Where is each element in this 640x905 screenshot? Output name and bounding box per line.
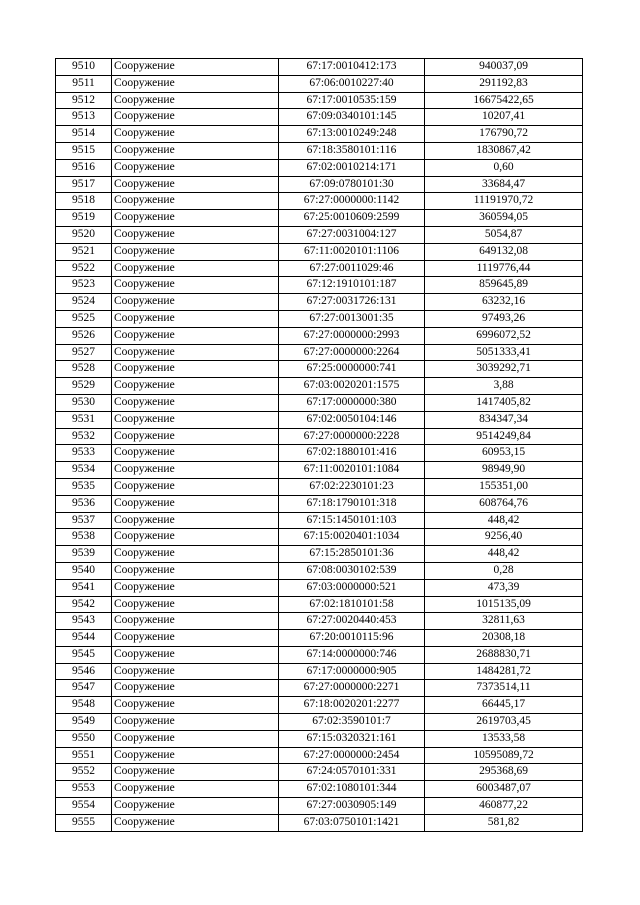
value-cell: 581,82: [425, 814, 583, 831]
object-type-cell: Сооружение: [112, 176, 279, 193]
value-cell: 3,88: [425, 378, 583, 395]
registry-table: [55, 58, 583, 832]
object-type-cell: Сооружение: [112, 613, 279, 630]
table-row: [56, 193, 583, 210]
row-number-cell: 9512: [56, 92, 112, 109]
value-cell: 3039292,71: [425, 361, 583, 378]
object-type-cell: Сооружение: [112, 546, 279, 563]
value-cell: 6996072,52: [425, 327, 583, 344]
value-cell: 2619703,45: [425, 714, 583, 731]
row-number-cell: 9532: [56, 428, 112, 445]
object-type-cell: Сооружение: [112, 310, 279, 327]
row-number-cell: 9545: [56, 646, 112, 663]
row-number-cell: 9552: [56, 764, 112, 781]
cadastral-number-cell: 67:03:0750101:1421: [279, 814, 425, 831]
table-row: [56, 159, 583, 176]
value-cell: 6003487,07: [425, 781, 583, 798]
object-type-cell: Сооружение: [112, 747, 279, 764]
row-number-cell: 9514: [56, 126, 112, 143]
cadastral-number-cell: 67:25:0010609:2599: [279, 210, 425, 227]
table-row: [56, 596, 583, 613]
cadastral-number-cell: 67:02:1810101:58: [279, 596, 425, 613]
table-row: [56, 562, 583, 579]
table-row: [56, 142, 583, 159]
cadastral-number-cell: 67:11:0020101:1084: [279, 462, 425, 479]
value-cell: 155351,00: [425, 478, 583, 495]
cadastral-number-cell: 67:27:0000000:2228: [279, 428, 425, 445]
object-type-cell: Сооружение: [112, 764, 279, 781]
table-row: [56, 512, 583, 529]
row-number-cell: 9547: [56, 680, 112, 697]
table-row: [56, 814, 583, 831]
registry-table-body: [56, 59, 583, 832]
row-number-cell: 9535: [56, 478, 112, 495]
cadastral-number-cell: 67:24:0570101:331: [279, 764, 425, 781]
cadastral-number-cell: 67:12:1910101:187: [279, 277, 425, 294]
value-cell: 448,42: [425, 546, 583, 563]
value-cell: 940037,09: [425, 59, 583, 76]
object-type-cell: Сооружение: [112, 193, 279, 210]
object-type-cell: Сооружение: [112, 495, 279, 512]
value-cell: 66445,17: [425, 697, 583, 714]
table-row: [56, 764, 583, 781]
cadastral-number-cell: 67:02:1880101:416: [279, 445, 425, 462]
object-type-cell: Сооружение: [112, 663, 279, 680]
cadastral-number-cell: 67:09:0780101:30: [279, 176, 425, 193]
table-row: [56, 697, 583, 714]
object-type-cell: Сооружение: [112, 109, 279, 126]
object-type-cell: Сооружение: [112, 92, 279, 109]
row-number-cell: 9544: [56, 630, 112, 647]
table-row: [56, 277, 583, 294]
value-cell: 608764,76: [425, 495, 583, 512]
cadastral-number-cell: 67:15:0320321:161: [279, 730, 425, 747]
object-type-cell: Сооружение: [112, 596, 279, 613]
cadastral-number-cell: 67:15:0020401:1034: [279, 529, 425, 546]
cadastral-number-cell: 67:25:0000000:741: [279, 361, 425, 378]
cadastral-number-cell: 67:03:0020201:1575: [279, 378, 425, 395]
table-row: [56, 310, 583, 327]
value-cell: 2688830,71: [425, 646, 583, 663]
cadastral-number-cell: 67:15:1450101:103: [279, 512, 425, 529]
value-cell: 1417405,82: [425, 394, 583, 411]
row-number-cell: 9529: [56, 378, 112, 395]
value-cell: 7373514,11: [425, 680, 583, 697]
row-number-cell: 9517: [56, 176, 112, 193]
value-cell: 460877,22: [425, 798, 583, 815]
object-type-cell: Сооружение: [112, 243, 279, 260]
row-number-cell: 9528: [56, 361, 112, 378]
cadastral-number-cell: 67:14:0000000:746: [279, 646, 425, 663]
row-number-cell: 9537: [56, 512, 112, 529]
value-cell: 9256,40: [425, 529, 583, 546]
table-row: [56, 226, 583, 243]
value-cell: 0,28: [425, 562, 583, 579]
table-row: [56, 344, 583, 361]
table-row: [56, 462, 583, 479]
object-type-cell: Сооружение: [112, 142, 279, 159]
table-row: [56, 126, 583, 143]
row-number-cell: 9516: [56, 159, 112, 176]
cadastral-number-cell: 67:11:0020101:1106: [279, 243, 425, 260]
object-type-cell: Сооружение: [112, 512, 279, 529]
cadastral-number-cell: 67:15:2850101:36: [279, 546, 425, 563]
object-type-cell: Сооружение: [112, 445, 279, 462]
value-cell: 291192,83: [425, 75, 583, 92]
row-number-cell: 9543: [56, 613, 112, 630]
table-row: [56, 411, 583, 428]
object-type-cell: Сооружение: [112, 697, 279, 714]
row-number-cell: 9513: [56, 109, 112, 126]
cadastral-number-cell: 67:17:0010412:173: [279, 59, 425, 76]
table-row: [56, 680, 583, 697]
table-row: [56, 327, 583, 344]
cadastral-number-cell: 67:03:0000000:521: [279, 579, 425, 596]
value-cell: 649132,08: [425, 243, 583, 260]
row-number-cell: 9524: [56, 294, 112, 311]
value-cell: 16675422,65: [425, 92, 583, 109]
value-cell: 60953,15: [425, 445, 583, 462]
table-row: [56, 579, 583, 596]
cadastral-number-cell: 67:17:0000000:380: [279, 394, 425, 411]
cadastral-number-cell: 67:13:0010249:248: [279, 126, 425, 143]
value-cell: 13533,58: [425, 730, 583, 747]
table-row: [56, 546, 583, 563]
table-row: [56, 714, 583, 731]
value-cell: 448,42: [425, 512, 583, 529]
object-type-cell: Сооружение: [112, 714, 279, 731]
object-type-cell: Сооружение: [112, 159, 279, 176]
row-number-cell: 9510: [56, 59, 112, 76]
table-row: [56, 663, 583, 680]
table-row: [56, 445, 583, 462]
row-number-cell: 9550: [56, 730, 112, 747]
cadastral-number-cell: 67:27:0000000:2271: [279, 680, 425, 697]
object-type-cell: Сооружение: [112, 630, 279, 647]
object-type-cell: Сооружение: [112, 394, 279, 411]
cadastral-number-cell: 67:18:0020201:2277: [279, 697, 425, 714]
object-type-cell: Сооружение: [112, 210, 279, 227]
value-cell: 1015135,09: [425, 596, 583, 613]
cadastral-number-cell: 67:27:0000000:1142: [279, 193, 425, 210]
row-number-cell: 9520: [56, 226, 112, 243]
object-type-cell: Сооружение: [112, 781, 279, 798]
value-cell: 1830867,42: [425, 142, 583, 159]
row-number-cell: 9525: [56, 310, 112, 327]
row-number-cell: 9531: [56, 411, 112, 428]
object-type-cell: Сооружение: [112, 75, 279, 92]
cadastral-number-cell: 67:27:0031004:127: [279, 226, 425, 243]
object-type-cell: Сооружение: [112, 344, 279, 361]
value-cell: 20308,18: [425, 630, 583, 647]
row-number-cell: 9538: [56, 529, 112, 546]
object-type-cell: Сооружение: [112, 294, 279, 311]
row-number-cell: 9536: [56, 495, 112, 512]
table-row: [56, 781, 583, 798]
table-row: [56, 294, 583, 311]
row-number-cell: 9549: [56, 714, 112, 731]
table-row: [56, 428, 583, 445]
value-cell: 473,39: [425, 579, 583, 596]
value-cell: 9514249,84: [425, 428, 583, 445]
value-cell: 859645,89: [425, 277, 583, 294]
value-cell: 295368,69: [425, 764, 583, 781]
object-type-cell: Сооружение: [112, 478, 279, 495]
table-row: [56, 75, 583, 92]
cadastral-number-cell: 67:20:0010115:96: [279, 630, 425, 647]
table-row: [56, 109, 583, 126]
cadastral-number-cell: 67:27:0000000:2264: [279, 344, 425, 361]
object-type-cell: Сооружение: [112, 562, 279, 579]
cadastral-number-cell: 67:06:0010227:40: [279, 75, 425, 92]
cadastral-number-cell: 67:02:2230101:23: [279, 478, 425, 495]
object-type-cell: Сооружение: [112, 361, 279, 378]
row-number-cell: 9541: [56, 579, 112, 596]
cadastral-number-cell: 67:27:0011029:46: [279, 260, 425, 277]
row-number-cell: 9522: [56, 260, 112, 277]
object-type-cell: Сооружение: [112, 277, 279, 294]
cadastral-number-cell: 67:17:0010535:159: [279, 92, 425, 109]
value-cell: 1119776,44: [425, 260, 583, 277]
table-row: [56, 243, 583, 260]
value-cell: 33684,47: [425, 176, 583, 193]
cadastral-number-cell: 67:27:0030905:149: [279, 798, 425, 815]
object-type-cell: Сооружение: [112, 579, 279, 596]
table-row: [56, 59, 583, 76]
table-row: [56, 495, 583, 512]
table-row: [56, 378, 583, 395]
table-row: [56, 747, 583, 764]
value-cell: 63232,16: [425, 294, 583, 311]
row-number-cell: 9526: [56, 327, 112, 344]
row-number-cell: 9515: [56, 142, 112, 159]
object-type-cell: Сооружение: [112, 529, 279, 546]
object-type-cell: Сооружение: [112, 378, 279, 395]
row-number-cell: 9530: [56, 394, 112, 411]
row-number-cell: 9533: [56, 445, 112, 462]
row-number-cell: 9554: [56, 798, 112, 815]
object-type-cell: Сооружение: [112, 411, 279, 428]
row-number-cell: 9551: [56, 747, 112, 764]
value-cell: 0,60: [425, 159, 583, 176]
row-number-cell: 9527: [56, 344, 112, 361]
value-cell: 176790,72: [425, 126, 583, 143]
row-number-cell: 9540: [56, 562, 112, 579]
cadastral-number-cell: 67:27:0000000:2454: [279, 747, 425, 764]
cadastral-number-cell: 67:18:3580101:116: [279, 142, 425, 159]
value-cell: 360594,05: [425, 210, 583, 227]
object-type-cell: Сооружение: [112, 428, 279, 445]
cadastral-number-cell: 67:02:0010214:171: [279, 159, 425, 176]
object-type-cell: Сооружение: [112, 327, 279, 344]
cadastral-number-cell: 67:18:1790101:318: [279, 495, 425, 512]
table-row: [56, 210, 583, 227]
table-row: [56, 176, 583, 193]
table-row: [56, 529, 583, 546]
object-type-cell: Сооружение: [112, 814, 279, 831]
row-number-cell: 9519: [56, 210, 112, 227]
value-cell: 11191970,72: [425, 193, 583, 210]
row-number-cell: 9548: [56, 697, 112, 714]
cadastral-number-cell: 67:02:1080101:344: [279, 781, 425, 798]
row-number-cell: 9546: [56, 663, 112, 680]
row-number-cell: 9542: [56, 596, 112, 613]
value-cell: 834347,34: [425, 411, 583, 428]
cadastral-number-cell: 67:27:0031726:131: [279, 294, 425, 311]
object-type-cell: Сооружение: [112, 126, 279, 143]
cadastral-number-cell: 67:02:3590101:7: [279, 714, 425, 731]
object-type-cell: Сооружение: [112, 680, 279, 697]
object-type-cell: Сооружение: [112, 798, 279, 815]
table-row: [56, 394, 583, 411]
row-number-cell: 9555: [56, 814, 112, 831]
value-cell: 10207,41: [425, 109, 583, 126]
row-number-cell: 9553: [56, 781, 112, 798]
table-row: [56, 646, 583, 663]
cadastral-number-cell: 67:17:0000000:905: [279, 663, 425, 680]
cadastral-number-cell: 67:27:0020440:453: [279, 613, 425, 630]
value-cell: 97493,26: [425, 310, 583, 327]
row-number-cell: 9534: [56, 462, 112, 479]
value-cell: 1484281,72: [425, 663, 583, 680]
value-cell: 10595089,72: [425, 747, 583, 764]
object-type-cell: Сооружение: [112, 260, 279, 277]
value-cell: 32811,63: [425, 613, 583, 630]
cadastral-number-cell: 67:09:0340101:145: [279, 109, 425, 126]
row-number-cell: 9511: [56, 75, 112, 92]
row-number-cell: 9523: [56, 277, 112, 294]
table-row: [56, 361, 583, 378]
value-cell: 98949,90: [425, 462, 583, 479]
cadastral-number-cell: 67:08:0030102:539: [279, 562, 425, 579]
cadastral-number-cell: 67:27:0013001:35: [279, 310, 425, 327]
object-type-cell: Сооружение: [112, 226, 279, 243]
object-type-cell: Сооружение: [112, 59, 279, 76]
object-type-cell: Сооружение: [112, 730, 279, 747]
value-cell: 5054,87: [425, 226, 583, 243]
row-number-cell: 9521: [56, 243, 112, 260]
object-type-cell: Сооружение: [112, 646, 279, 663]
value-cell: 5051333,41: [425, 344, 583, 361]
object-type-cell: Сооружение: [112, 462, 279, 479]
cadastral-number-cell: 67:02:0050104:146: [279, 411, 425, 428]
table-row: [56, 730, 583, 747]
table-row: [56, 478, 583, 495]
table-row: [56, 260, 583, 277]
cadastral-number-cell: 67:27:0000000:2993: [279, 327, 425, 344]
table-row: [56, 630, 583, 647]
table-row: [56, 92, 583, 109]
table-row: [56, 798, 583, 815]
row-number-cell: 9518: [56, 193, 112, 210]
table-row: [56, 613, 583, 630]
row-number-cell: 9539: [56, 546, 112, 563]
